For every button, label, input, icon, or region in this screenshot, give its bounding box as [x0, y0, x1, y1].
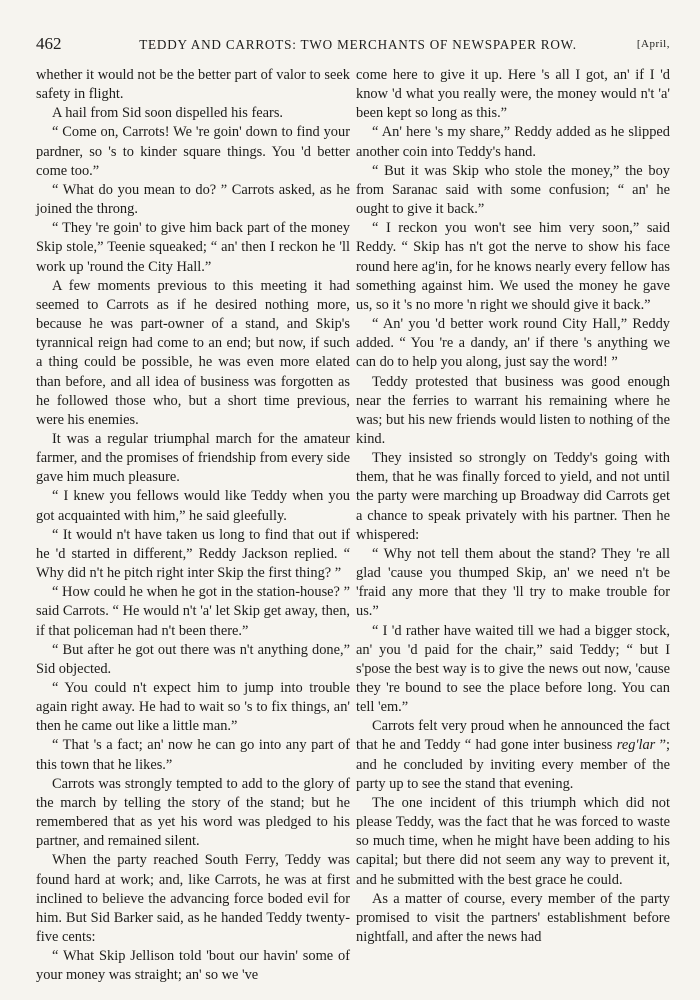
paragraph: “ I knew you fellows would like Teddy when you got acquainted with him,” he said gleefully. [36, 488, 350, 524]
paragraph: “ What Skip Jellison told 'bout our havin' some of your money was straight; an' so we 've [36, 948, 350, 984]
paragraph: “ I 'd rather have waited till we had a bigger stock, an' you 'd paid for the chair,” said Teddy; “ but I s'pose the best way is to give the news out now, 'cause they 're bound to see the place before long. You can tell 'em.” [356, 622, 670, 716]
paragraph: whether it would not be the better part of valor to seek safety in flight. [36, 67, 350, 103]
paragraph: The one incident of this triumph which did not please Teddy, was the fact that he was forced to waste so much time, when he might have been adding to his capital; but there did not seem any way to prevent it, and he submitted with the best grace he could. [356, 794, 670, 888]
paragraph: “ An' you 'd better work round City Hall,” Reddy added. “ You 're a dandy, an' if there 's anything we can do to help you along, just say the word! ” [356, 316, 670, 371]
paragraph: A hail from Sid soon dispelled his fears. [52, 105, 284, 122]
paragraph: “ But it was Skip who stole the money,” the boy from Saranac said with some confusion; “ an' he ought to give it back.” [356, 162, 670, 218]
paragraph: Teddy protested that business was good enough near the ferries to warrant his remaining where he was; but his new friends would listen to nothing of the kind. [356, 373, 670, 447]
paragraph: When the party reached South Ferry, Teddy was found hard at work; and, like Carrots, he was at first inclined to believe the advancing force boded evil for him. But Sid Barker said, as he handed Teddy twenty-five cents: [36, 852, 350, 946]
paragraph: “ It would n't have taken us long to find that out if he 'd started in different,” Reddy Jackson replied. “ Why did n't he pitch right inter Skip the first thing? ” [36, 526, 350, 582]
paragraph: It was a regular triumphal march for the amateur farmer, and the promises of friendship from every side gave him much pleasure. [36, 430, 350, 486]
paragraph: “ What do you mean to do? ” Carrots asked, as he joined the throng. [36, 181, 350, 218]
paragraph: “ An' here 's my share,” Reddy added as he slipped another coin into Teddy's hand. [356, 124, 670, 160]
paragraph: “ That 's a fact; an' now he can go into any part of this town that he likes.” [36, 737, 350, 773]
paragraph: “ You could n't expect him to jump into trouble again right away. He had to wait so 's to fix things, an' then he came out like a little man.” [36, 680, 350, 735]
left-column [36, 66, 350, 986]
right-column [356, 66, 670, 947]
issue-month: [April, [636, 38, 670, 50]
running-title: TEDDY AND CARROTS: TWO MERCHANTS OF NEWSPAPER ROW. [139, 37, 577, 52]
paragraph: “ I reckon you won't see him very soon,” said Reddy. “ Skip has n't got the nerve to show his face round here ag'in, for he knows nearly every fellow has something against him. We used the money he gave us, so it 's no more 'n right we should give it back.” [356, 220, 670, 313]
paragraph: come here to give it up. Here 's all I got, an' if I 'd know 'd what you really were, the money would n't 'a' been kept so long as this.” [356, 67, 670, 122]
paragraph: “ Why not tell them about the stand? They 're all glad 'cause you thumped Skip, an' we need n't be 'fraid any more that they 'll try to make trouble for us.” [356, 545, 670, 620]
paragraph: Carrots felt very proud when he announced the fact that he and Teddy “ had gone inter business reg'lar ”; and he concluded by inviting every member of the party up to see the stand that evening. [356, 718, 671, 792]
paragraph: They insisted so strongly on Teddy's going with them, that he was finally forced to yield, and not until the party were marching up Broadway did Carrots get a chance to speak privately with his partner. Then he whispered: [356, 450, 670, 543]
page-number: 462 [36, 34, 62, 53]
paragraph: Carrots was strongly tempted to add to the glory of the march by telling the story of the stand; but he remembered that as yet his word was pledged to his partner, and remained silent. [36, 775, 350, 850]
paragraph: A few moments previous to this meeting it had seemed to Carrots as if he desired nothing more, because he was part-owner of a stand, and Skip's tyrannical reign had come to an end; but now, if such a thing could be possible, he was even more elated than before, and all idea of business was forgotten as he followed those who, but a short time previous, were his enemies. [36, 277, 350, 428]
paragraph: “ But after he got out there was n't anything done,” Sid objected. [36, 641, 350, 677]
paragraph: “ How could he when he got in the station-house? ” said Carrots. “ He would n't 'a' let Skip get away, then, if that policeman had n't been there.” [36, 584, 350, 639]
running-header [36, 34, 670, 56]
paragraph: “ Come on, Carrots! We 're goin' down to find your pardner, so 's to kinder square things. You 'd better come too.” [36, 124, 350, 179]
paragraph: “ They 're goin' to give him back part of the money Skip stole,” Teenie squeaked; “ an' then I reckon he 'll work up 'round the City Hall.” [36, 220, 350, 275]
paragraph: As a matter of course, every member of the party promised to visit the partners' establishment before nightfall, and after the news had [356, 890, 670, 946]
